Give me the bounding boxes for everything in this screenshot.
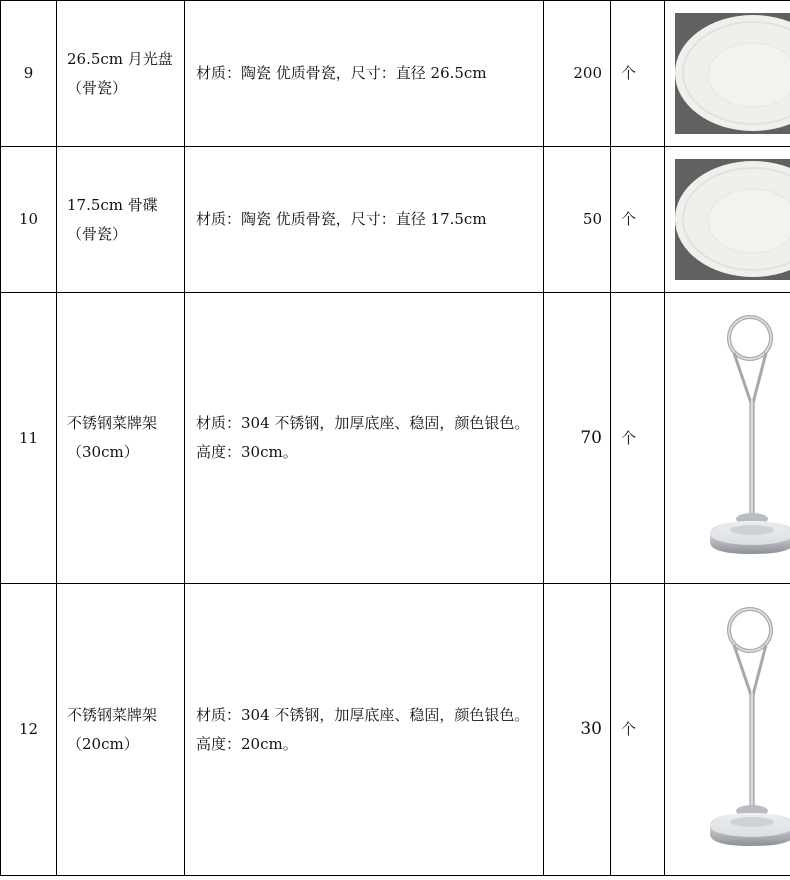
item-spec: 材质：陶瓷 优质骨瓷，尺寸：直径 17.5cm	[185, 147, 544, 293]
item-unit: 个	[611, 584, 665, 876]
table-row	[1, 1, 790, 147]
item-name-text: 17.5cm 骨碟（骨瓷）	[67, 195, 158, 243]
white-plate-icon	[675, 159, 790, 280]
row-number: 11	[1, 293, 57, 584]
item-quantity: 200	[544, 1, 611, 147]
item-spec: 材质：陶瓷 优质骨瓷，尺寸：直径 26.5cm	[185, 1, 544, 147]
menu-card-stand-icon	[698, 600, 790, 860]
item-name-text: 不锈钢菜牌架（20cm）	[67, 705, 158, 753]
item-image-cell	[665, 293, 790, 584]
row-number: 12	[1, 584, 57, 876]
item-name	[57, 147, 185, 293]
item-image-cell	[665, 147, 790, 293]
item-spec: 材质：304 不锈钢，加厚底座、稳固，颜色银色。高度：20cm。	[185, 584, 544, 876]
item-unit: 个	[611, 1, 665, 147]
item-name	[57, 584, 185, 876]
item-spec: 材质：304 不锈钢，加厚底座、稳固，颜色银色。高度：30cm。	[185, 293, 544, 584]
item-quantity-text: 70	[580, 427, 602, 448]
item-image-cell	[665, 1, 790, 147]
row-number: 9	[1, 1, 57, 147]
item-name-text: 26.5cm 月光盘（骨瓷）	[67, 49, 173, 97]
white-plate-icon	[675, 13, 790, 134]
item-name	[57, 1, 185, 147]
item-quantity	[544, 584, 611, 876]
item-name	[57, 293, 185, 584]
item-quantity: 50	[544, 147, 611, 293]
item-unit: 个	[611, 293, 665, 584]
menu-card-stand-icon	[698, 308, 790, 568]
item-unit: 个	[611, 147, 665, 293]
table-row	[1, 147, 790, 293]
table-row	[1, 293, 790, 584]
item-quantity	[544, 293, 611, 584]
row-number: 10	[1, 147, 57, 293]
item-quantity-text: 30	[580, 719, 602, 739]
table-row	[1, 584, 790, 876]
item-name-text: 不锈钢菜牌架（30cm）	[67, 414, 158, 461]
item-image-cell	[665, 584, 790, 876]
